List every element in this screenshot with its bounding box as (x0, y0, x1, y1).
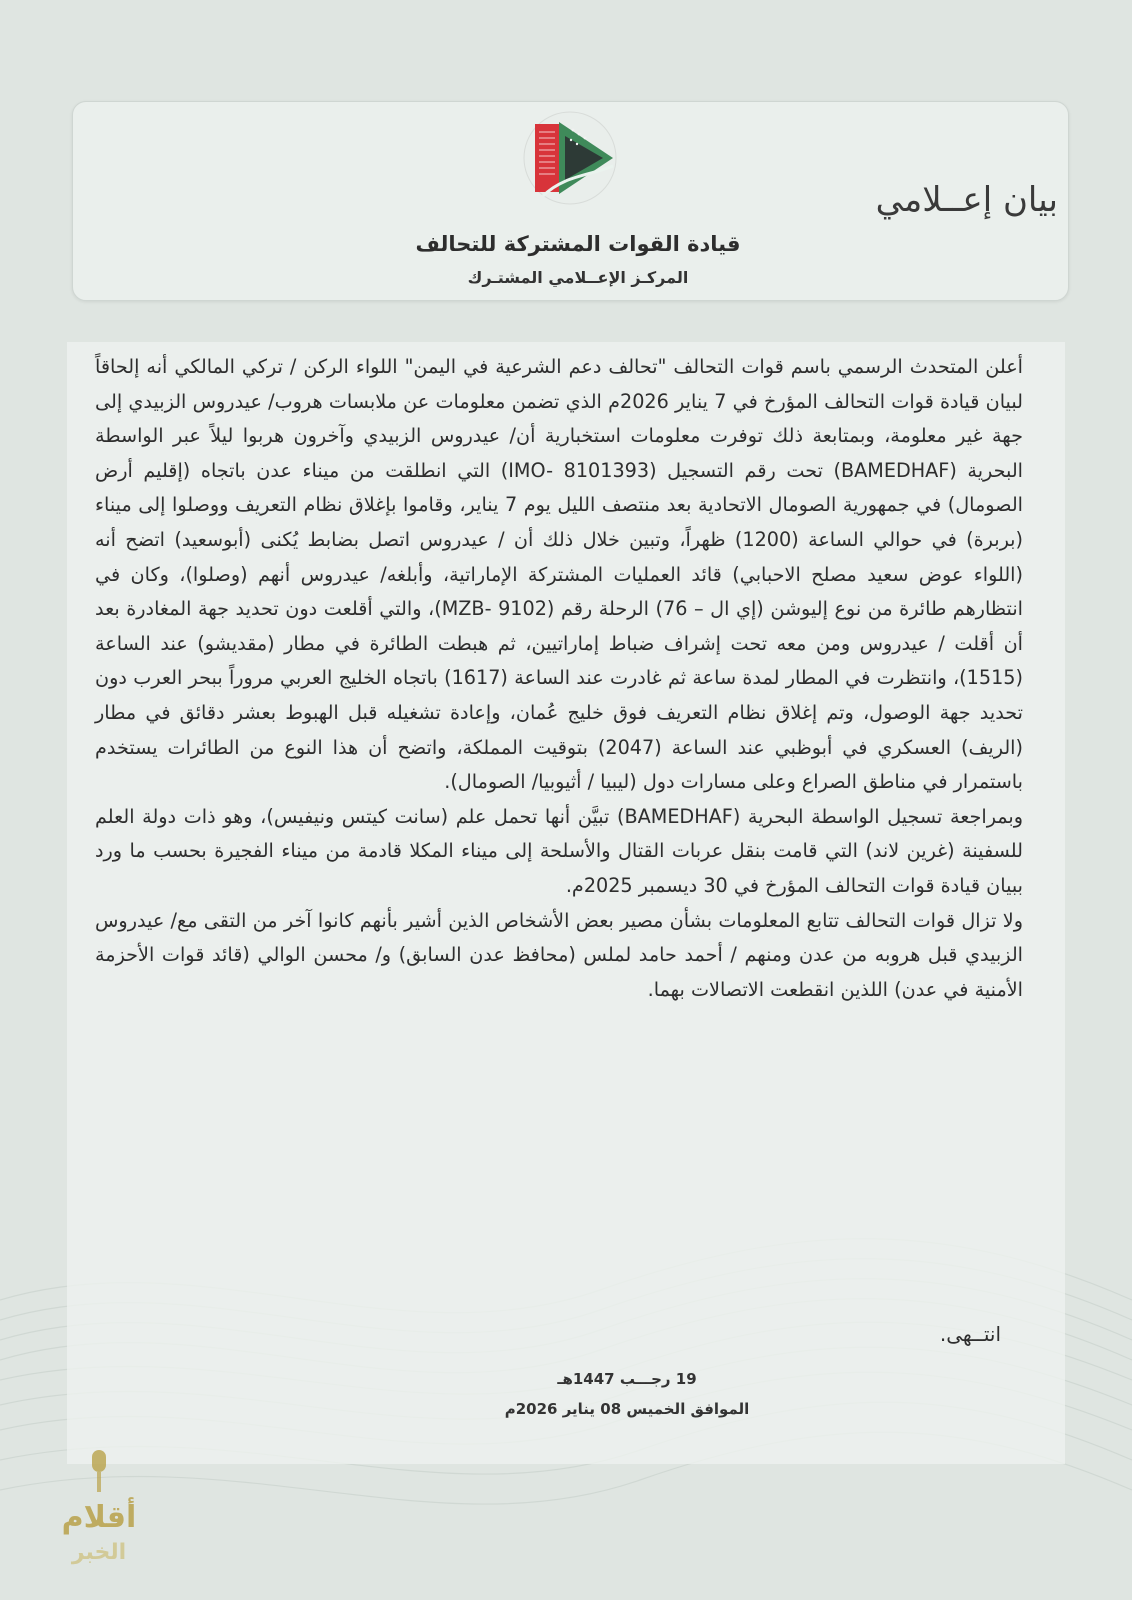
date-gregorian: الموافق الخميس 08 يناير 2026م (504, 1400, 750, 1418)
statement-body (95, 350, 1023, 1007)
coalition-logo-icon (513, 106, 628, 206)
org-name: قيادة القوات المشتركة للتحالف (415, 232, 741, 256)
media-center-name: المركـز الإعــلامي المشتـرك (467, 268, 689, 287)
statement-title: بيان إعــلامي (875, 180, 1058, 220)
header-card (72, 101, 1069, 301)
paragraph-1: أعلن المتحدث الرسمي باسم قوات التحالف "تحالف دعم الشرعية في اليمن" اللواء الركن / تركي المالكي أنه إلحاقاً لبيان قيادة قوات التحالف المؤرخ في 7 يناير 2026م الذي تضمن معلومات عن ملابسات هروب/ عيدروس الزبيدي إلى جهة غير معلومة، وبمتابعة ذلك توفرت معلومات استخبارية أن/ عيدروس الزبيدي وآخرون هربوا ليلاً عبر الواسطة البحرية (BAMEDHAF) تحت رقم التسجيل (IMO- 8101393) التي انطلقت من ميناء عدن باتجاه (إقليم أرض الصومال) في جمهورية الصومال الاتحادية بعد منتصف الليل يوم 7 يناير، وقاموا بإغلاق نظام التعريف ووصلوا إلى ميناء (بربرة) في حوالي الساعة (1200) ظهراً، وتبين خلال ذلك أن / عيدروس اتصل بضابط يُكنى (أبوسعيد) اتضح أنه (اللواء عوض سعيد مصلح الاحبابي) قائد العمليات المشتركة الإماراتية، وأبلغه/ عيدروس أنهم (وصلوا)، وكان في انتظارهم طائرة من نوع إليوشن (إي ال – 76) الرحلة رقم (MZB- 9102)، والتي أقلعت دون تحديد جهة المغادرة بعد أن أقلت / عيدروس ومن معه تحت إشراف ضباط إماراتيين، ثم هبطت الطائرة في مطار (مقديشو) عند الساعة (1515)، وانتظرت في المطار لمدة ساعة ثم غادرت عند الساعة (1617) باتجاه الخليج العربي مروراً ببحر العرب دون تحديد جهة الوصول، وتم إغلاق نظام التعريف فوق خليج عُمان، وإعادة تشغيله قبل الهبوط بعشر دقائق في مطار (الريف) العسكري في أبوظبي عند الساعة (2047) بتوقيت المملكة، واتضح أن هذا النوع من الطائرات يستخدم باستمرار في مناطق الصراع وعلى مسارات دول (ليبيا / أثيوبيا/ الصومال). (95, 355, 1024, 794)
paragraph-3: ولا تزال قوات التحالف تتابع المعلومات بشأن مصير بعض الأشخاص الذين أشير بأنهم كانوا آخر من التقى مع/ عيدروس الزبيدي قبل هروبه من عدن ومنهم / أحمد حامد لملس (محافظ عدن السابق) و/ محسن الوالي (قائد قوات الأحزمة الأمنية في عدن) اللذين انقطعت الاتصالات بهما. (95, 908, 1023, 1001)
paragraph-2: وبمراجعة تسجيل الواسطة البحرية (BAMEDHAF) تبيَّن أنها تحمل علم (سانت كيتس ونيفيس)، وهو ذات دولة العلم للسفينة (غرين لاند) التي قامت بنقل عربات القتال والأسلحة إلى ميناء المكلا قادمة من ميناء الفجيرة بحسب ما ورد ببيان قيادة قوات التحالف المؤرخ في 30 ديسمبر 2025م. (95, 804, 1023, 897)
watermark-text-line1: أقلام (61, 1500, 137, 1535)
watermark-text-line2: الخبر (71, 1540, 127, 1565)
statement-body-panel (67, 342, 1065, 1464)
statement-ending: انتــهى. (939, 1322, 1001, 1346)
date-hijri: 19 رجـــب 1447هـ (557, 1370, 697, 1388)
